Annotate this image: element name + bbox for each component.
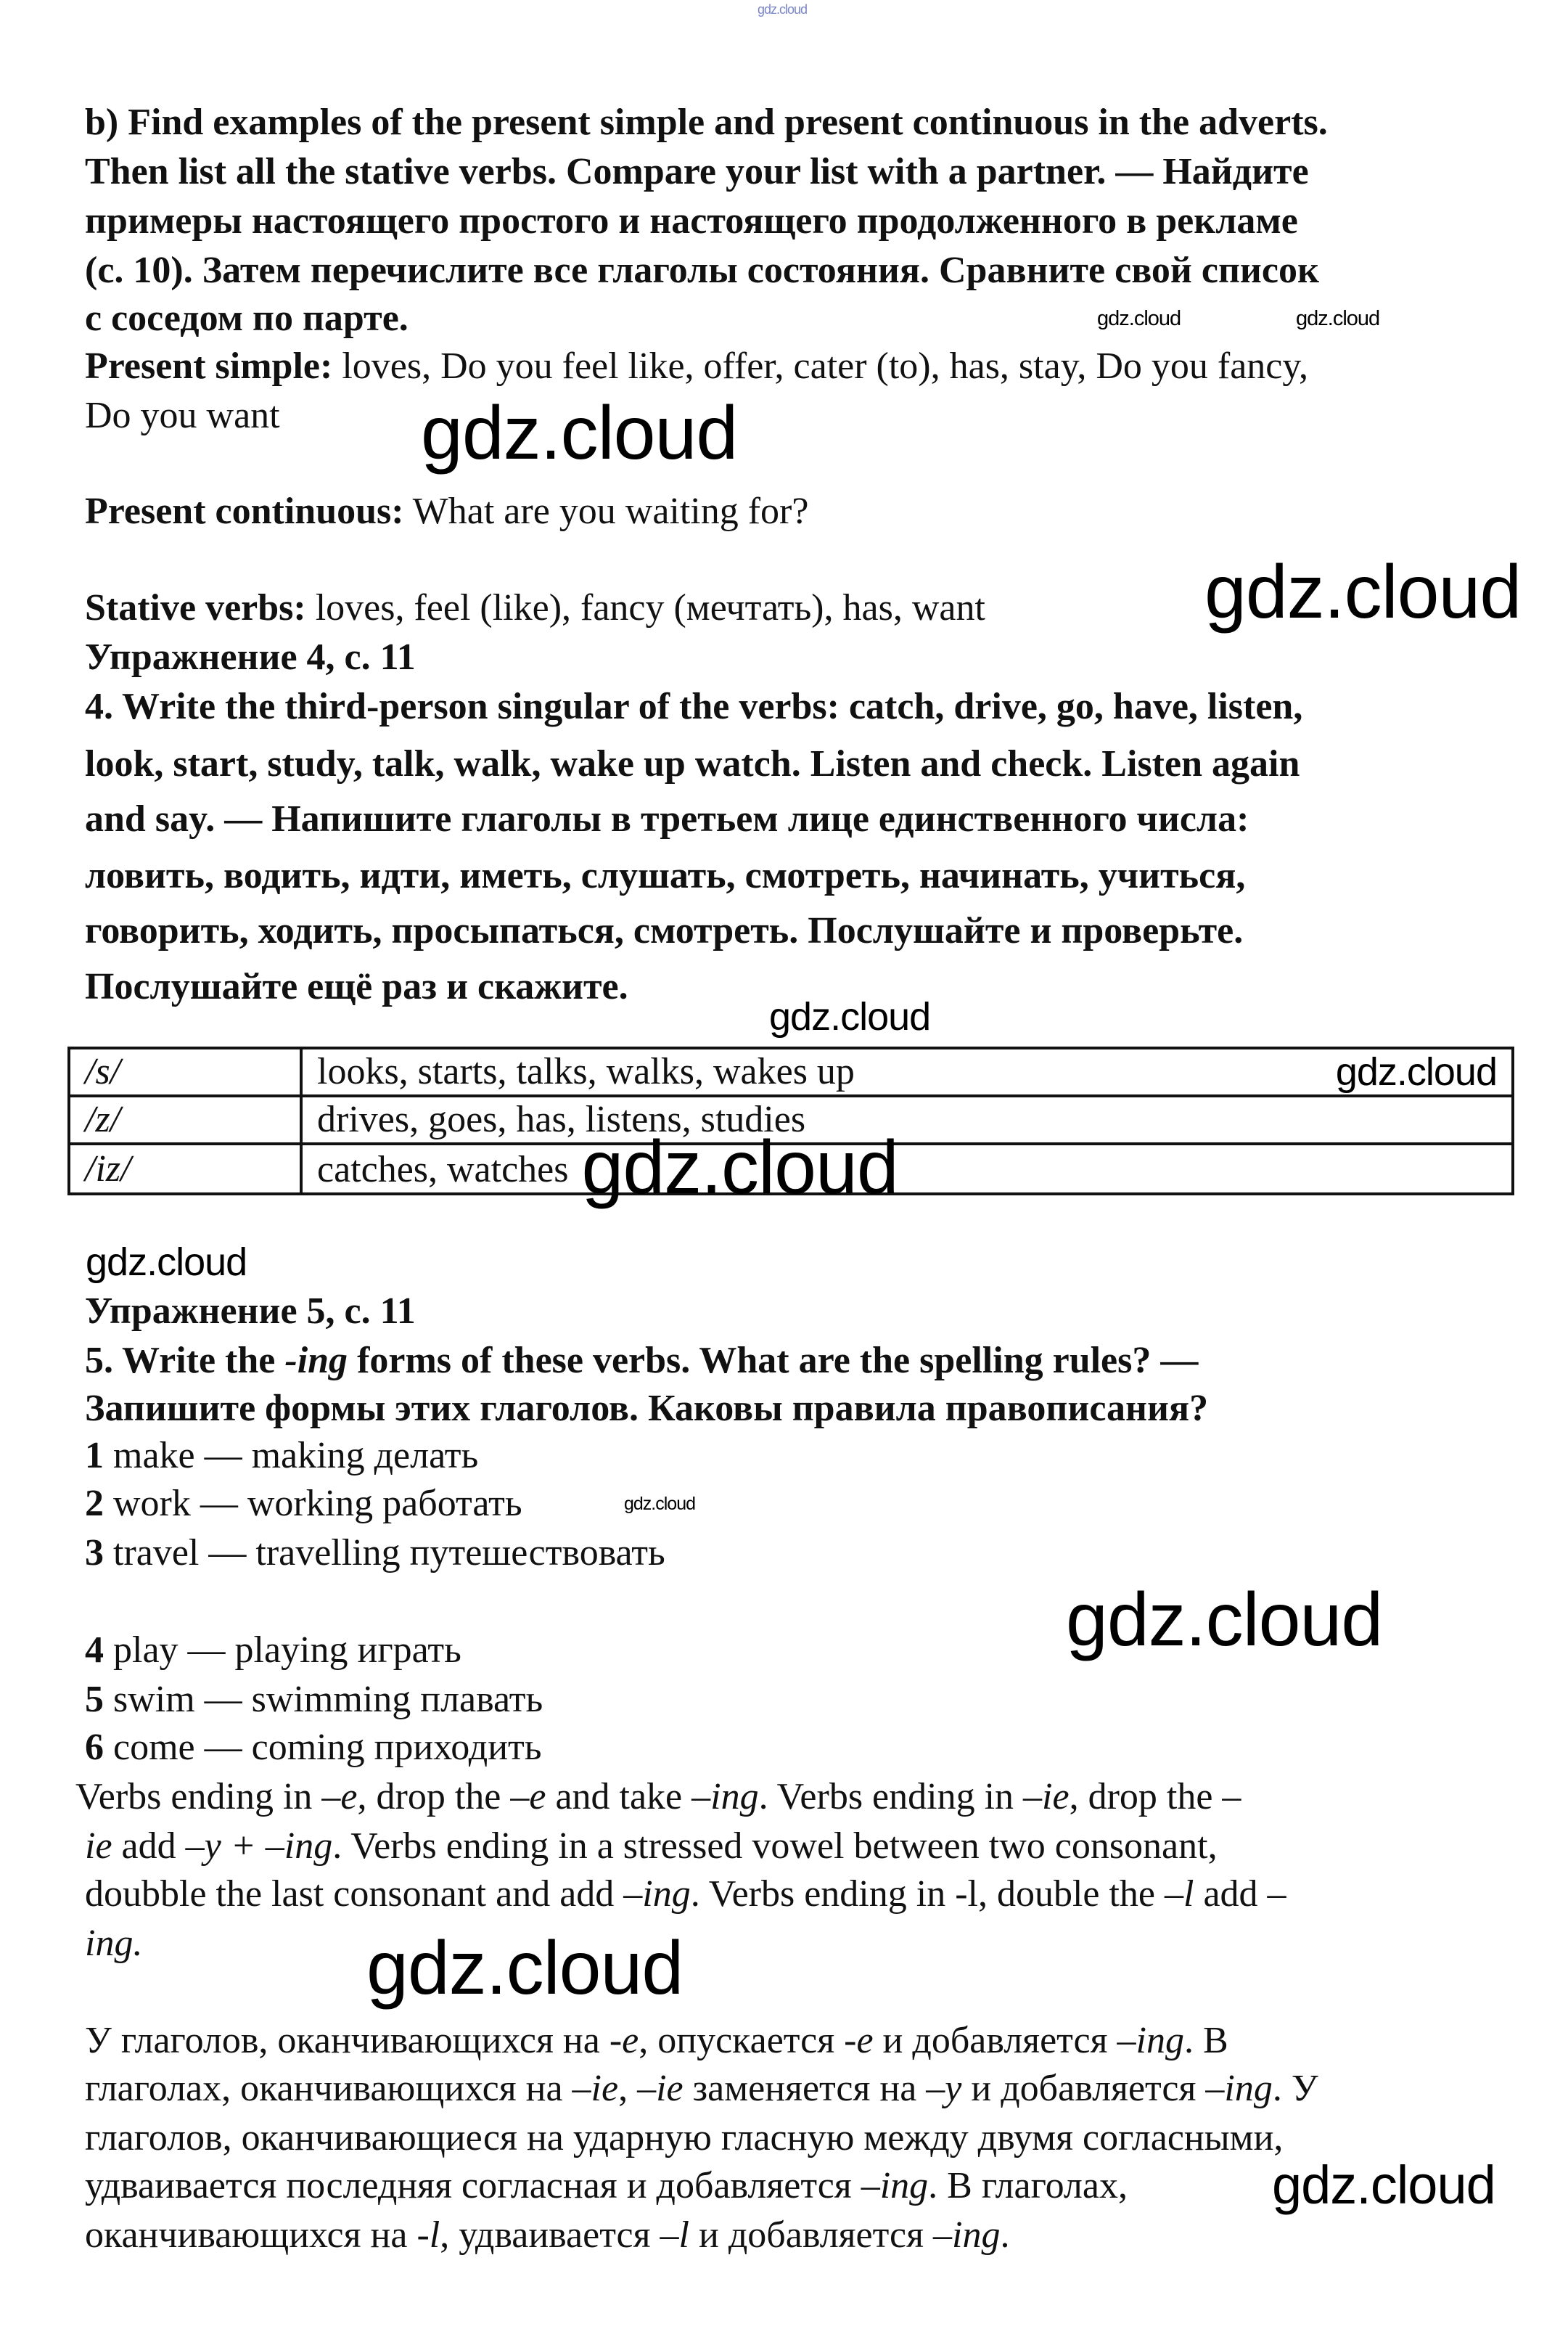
ex4-heading: Упражнение 4, с. 11 xyxy=(85,637,416,678)
t: –e xyxy=(321,1776,358,1817)
item-text: play — playing играть xyxy=(104,1629,461,1671)
present-simple-line-2: Do you want xyxy=(85,395,280,436)
stative-verbs-line xyxy=(85,584,985,633)
item-text: travel — travelling путешествовать xyxy=(104,1532,665,1573)
t: –ie xyxy=(572,2068,619,2109)
t: –ie xyxy=(1023,1776,1070,1817)
t: and take xyxy=(546,1776,692,1817)
t: add – xyxy=(1194,1873,1286,1915)
watermark-top: gdz.cloud xyxy=(758,2,808,17)
ex4-line: ловить, водить, идти, иметь, слушать, смотреть, начинать, учиться, xyxy=(85,855,1246,896)
intro-line: b) Find examples of the present simple and present continuous in the adverts. xyxy=(85,102,1328,143)
rule-en xyxy=(85,1919,142,1968)
t: заменяется на xyxy=(683,2068,927,2109)
list-item xyxy=(85,1431,478,1481)
label: Stative verbs: xyxy=(85,587,306,629)
intro-line: с соседом по парте. xyxy=(85,298,409,339)
t: -e xyxy=(609,2020,639,2061)
item-number: 3 xyxy=(85,1532,104,1573)
table-row xyxy=(69,1144,1513,1194)
watermark: gdz.cloud xyxy=(86,1240,247,1284)
ex5-line xyxy=(85,1336,1198,1386)
present-simple-line xyxy=(85,342,1308,391)
watermark: gdz.cloud xyxy=(421,391,738,475)
watermark: gdz.cloud xyxy=(624,1494,696,1514)
verbs-text: looks, starts, talks, walks, wakes up xyxy=(317,1051,855,1092)
item-number: 5 xyxy=(85,1679,104,1720)
list-item xyxy=(85,1479,522,1528)
intro-line: (с. 10). Затем перечислите все глаголы состояния. Сравните свой список xyxy=(85,250,1319,291)
rule-en xyxy=(85,1822,1218,1871)
watermark: gdz.cloud xyxy=(1066,1578,1383,1662)
t: и добавляется xyxy=(873,2020,1117,2061)
watermark: gdz.cloud xyxy=(1335,1050,1497,1094)
watermark: gdz.cloud xyxy=(1204,550,1522,634)
t: , xyxy=(618,2068,638,2109)
item-text: work — working работать xyxy=(104,1483,522,1524)
t: , удваивается xyxy=(440,2214,660,2256)
watermark: gdz.cloud xyxy=(769,995,931,1039)
t: –ing xyxy=(933,2214,1001,2256)
t: удваивается последняя согласная и добавляется xyxy=(85,2165,861,2206)
item-number: 6 xyxy=(85,1727,104,1768)
t: ing xyxy=(85,1923,134,1964)
verbs-text: catches, watches xyxy=(317,1149,569,1190)
watermark: gdz.cloud xyxy=(1272,2155,1495,2215)
rule-ru xyxy=(85,2064,1318,2113)
item-number: 2 xyxy=(85,1483,104,1524)
list-item xyxy=(85,1723,541,1772)
ex4-line: and say. — Напишите глаголы в третьем лице единственного числа: xyxy=(85,798,1249,840)
t: и добавляется xyxy=(961,2068,1206,2109)
t: -e xyxy=(844,2020,874,2061)
t: –l xyxy=(660,2214,689,2256)
text: -ing xyxy=(284,1340,348,1381)
ex5-heading: Упражнение 5, с. 11 xyxy=(85,1290,416,1332)
item-number: 1 xyxy=(85,1435,104,1476)
item-text: make — making делать xyxy=(104,1435,479,1476)
label: Present continuous: xyxy=(85,491,404,532)
list-item xyxy=(85,1626,461,1675)
t: . xyxy=(1000,2214,1010,2256)
t: doubble the last consonant and add xyxy=(85,1873,624,1915)
sound-cell: /z/ xyxy=(69,1096,301,1144)
t: и добавляется xyxy=(689,2214,933,2256)
watermark: gdz.cloud xyxy=(1296,307,1380,330)
verbs-text: drives, goes, has, listens, studies xyxy=(317,1099,806,1140)
t: –y + –ing xyxy=(185,1825,333,1867)
watermark: gdz.cloud xyxy=(366,1926,684,2010)
rule-en xyxy=(75,1772,1241,1822)
t: –l xyxy=(1165,1873,1194,1915)
t: –ing xyxy=(623,1873,691,1915)
ex4-line: 4. Write the third-person singular of the verbs: catch, drive, go, have, listen, xyxy=(85,686,1303,727)
t: –ing xyxy=(1205,2068,1273,2109)
text: 5. Write the xyxy=(85,1340,285,1381)
t: –ing xyxy=(861,2165,929,2206)
t: –ing xyxy=(691,1776,759,1817)
verbs-cell xyxy=(301,1096,1513,1144)
list-item xyxy=(85,1528,665,1578)
list-item xyxy=(85,1675,543,1724)
ex5-line: Запишите формы этих глаголов. Каковы правила правописания? xyxy=(85,1388,1209,1429)
rule-en xyxy=(85,1870,1286,1919)
ex4-line: говорить, ходить, просыпаться, смотреть. Послушайте и проверьте. xyxy=(85,910,1244,951)
sound-cell: /iz/ xyxy=(69,1144,301,1194)
ex4-line: look, start, study, talk, walk, wake up watch. Listen and check. Listen again xyxy=(85,743,1300,785)
verbs-cell xyxy=(301,1126,1513,1210)
intro-line: Then list all the stative verbs. Compare your list with a partner. — Найдите xyxy=(85,151,1309,192)
sound-cell: /s/ xyxy=(69,1048,301,1096)
t: –ie xyxy=(637,2068,684,2109)
present-continuous-line xyxy=(85,487,808,536)
t: . У xyxy=(1272,2068,1318,2109)
t: У глаголов, оканчивающихся на xyxy=(85,2020,609,2061)
t: . Verbs ending in -l, double the xyxy=(690,1873,1165,1915)
table-row xyxy=(69,1048,1513,1096)
t: -l xyxy=(416,2214,440,2256)
rule-ru xyxy=(85,2113,1283,2163)
t: . Verbs ending in a stressed vowel between two consonant, xyxy=(332,1825,1218,1867)
t: глаголах, оканчивающихся на xyxy=(85,2068,572,2109)
watermark: gdz.cloud xyxy=(1097,307,1181,330)
label: Present simple: xyxy=(85,345,333,387)
item-number: 4 xyxy=(85,1629,104,1671)
item-text: come — coming приходить xyxy=(104,1727,542,1768)
rule-ru xyxy=(85,2161,1128,2211)
t: , опускается xyxy=(639,2020,845,2061)
verbs-cell xyxy=(301,1048,1513,1096)
intro-line: примеры настоящего простого и настоящего продолженного в рекламе xyxy=(85,200,1298,242)
t: . В xyxy=(1184,2020,1228,2061)
t: add xyxy=(112,1825,186,1867)
t: глаголов, оканчивающиеся на ударную гласную между двумя согласными, xyxy=(85,2117,1284,2158)
text: forms of these verbs. What are the spelling rules? — xyxy=(348,1340,1199,1381)
t: –ing xyxy=(1117,2020,1184,2061)
ex4-line: Послушайте ещё раз и скажите. xyxy=(85,966,628,1007)
t: –e xyxy=(510,1776,546,1817)
t: ie xyxy=(85,1825,112,1867)
answer: loves, feel (like), fancy (мечтать), has, want xyxy=(305,587,985,629)
rule-ru xyxy=(85,2016,1228,2066)
rule-ru xyxy=(85,2211,1009,2260)
answer: What are you waiting for? xyxy=(403,491,809,532)
t: . xyxy=(133,1923,143,1964)
t: . В глаголах, xyxy=(928,2165,1128,2206)
t: –y xyxy=(926,2068,962,2109)
item-text: swim — swimming плавать xyxy=(104,1679,543,1720)
sound-table xyxy=(67,1047,1514,1210)
t: , drop the xyxy=(357,1776,511,1817)
t: оканчивающихся на xyxy=(85,2214,417,2256)
t: . Verbs ending in xyxy=(758,1776,1024,1817)
watermark: gdz.cloud xyxy=(581,1126,898,1210)
t: , drop the – xyxy=(1069,1776,1241,1817)
answer: loves, Do you feel like, offer, cater (to), has, stay, Do you fancy, xyxy=(332,345,1308,387)
t: Verbs ending in xyxy=(75,1776,322,1817)
